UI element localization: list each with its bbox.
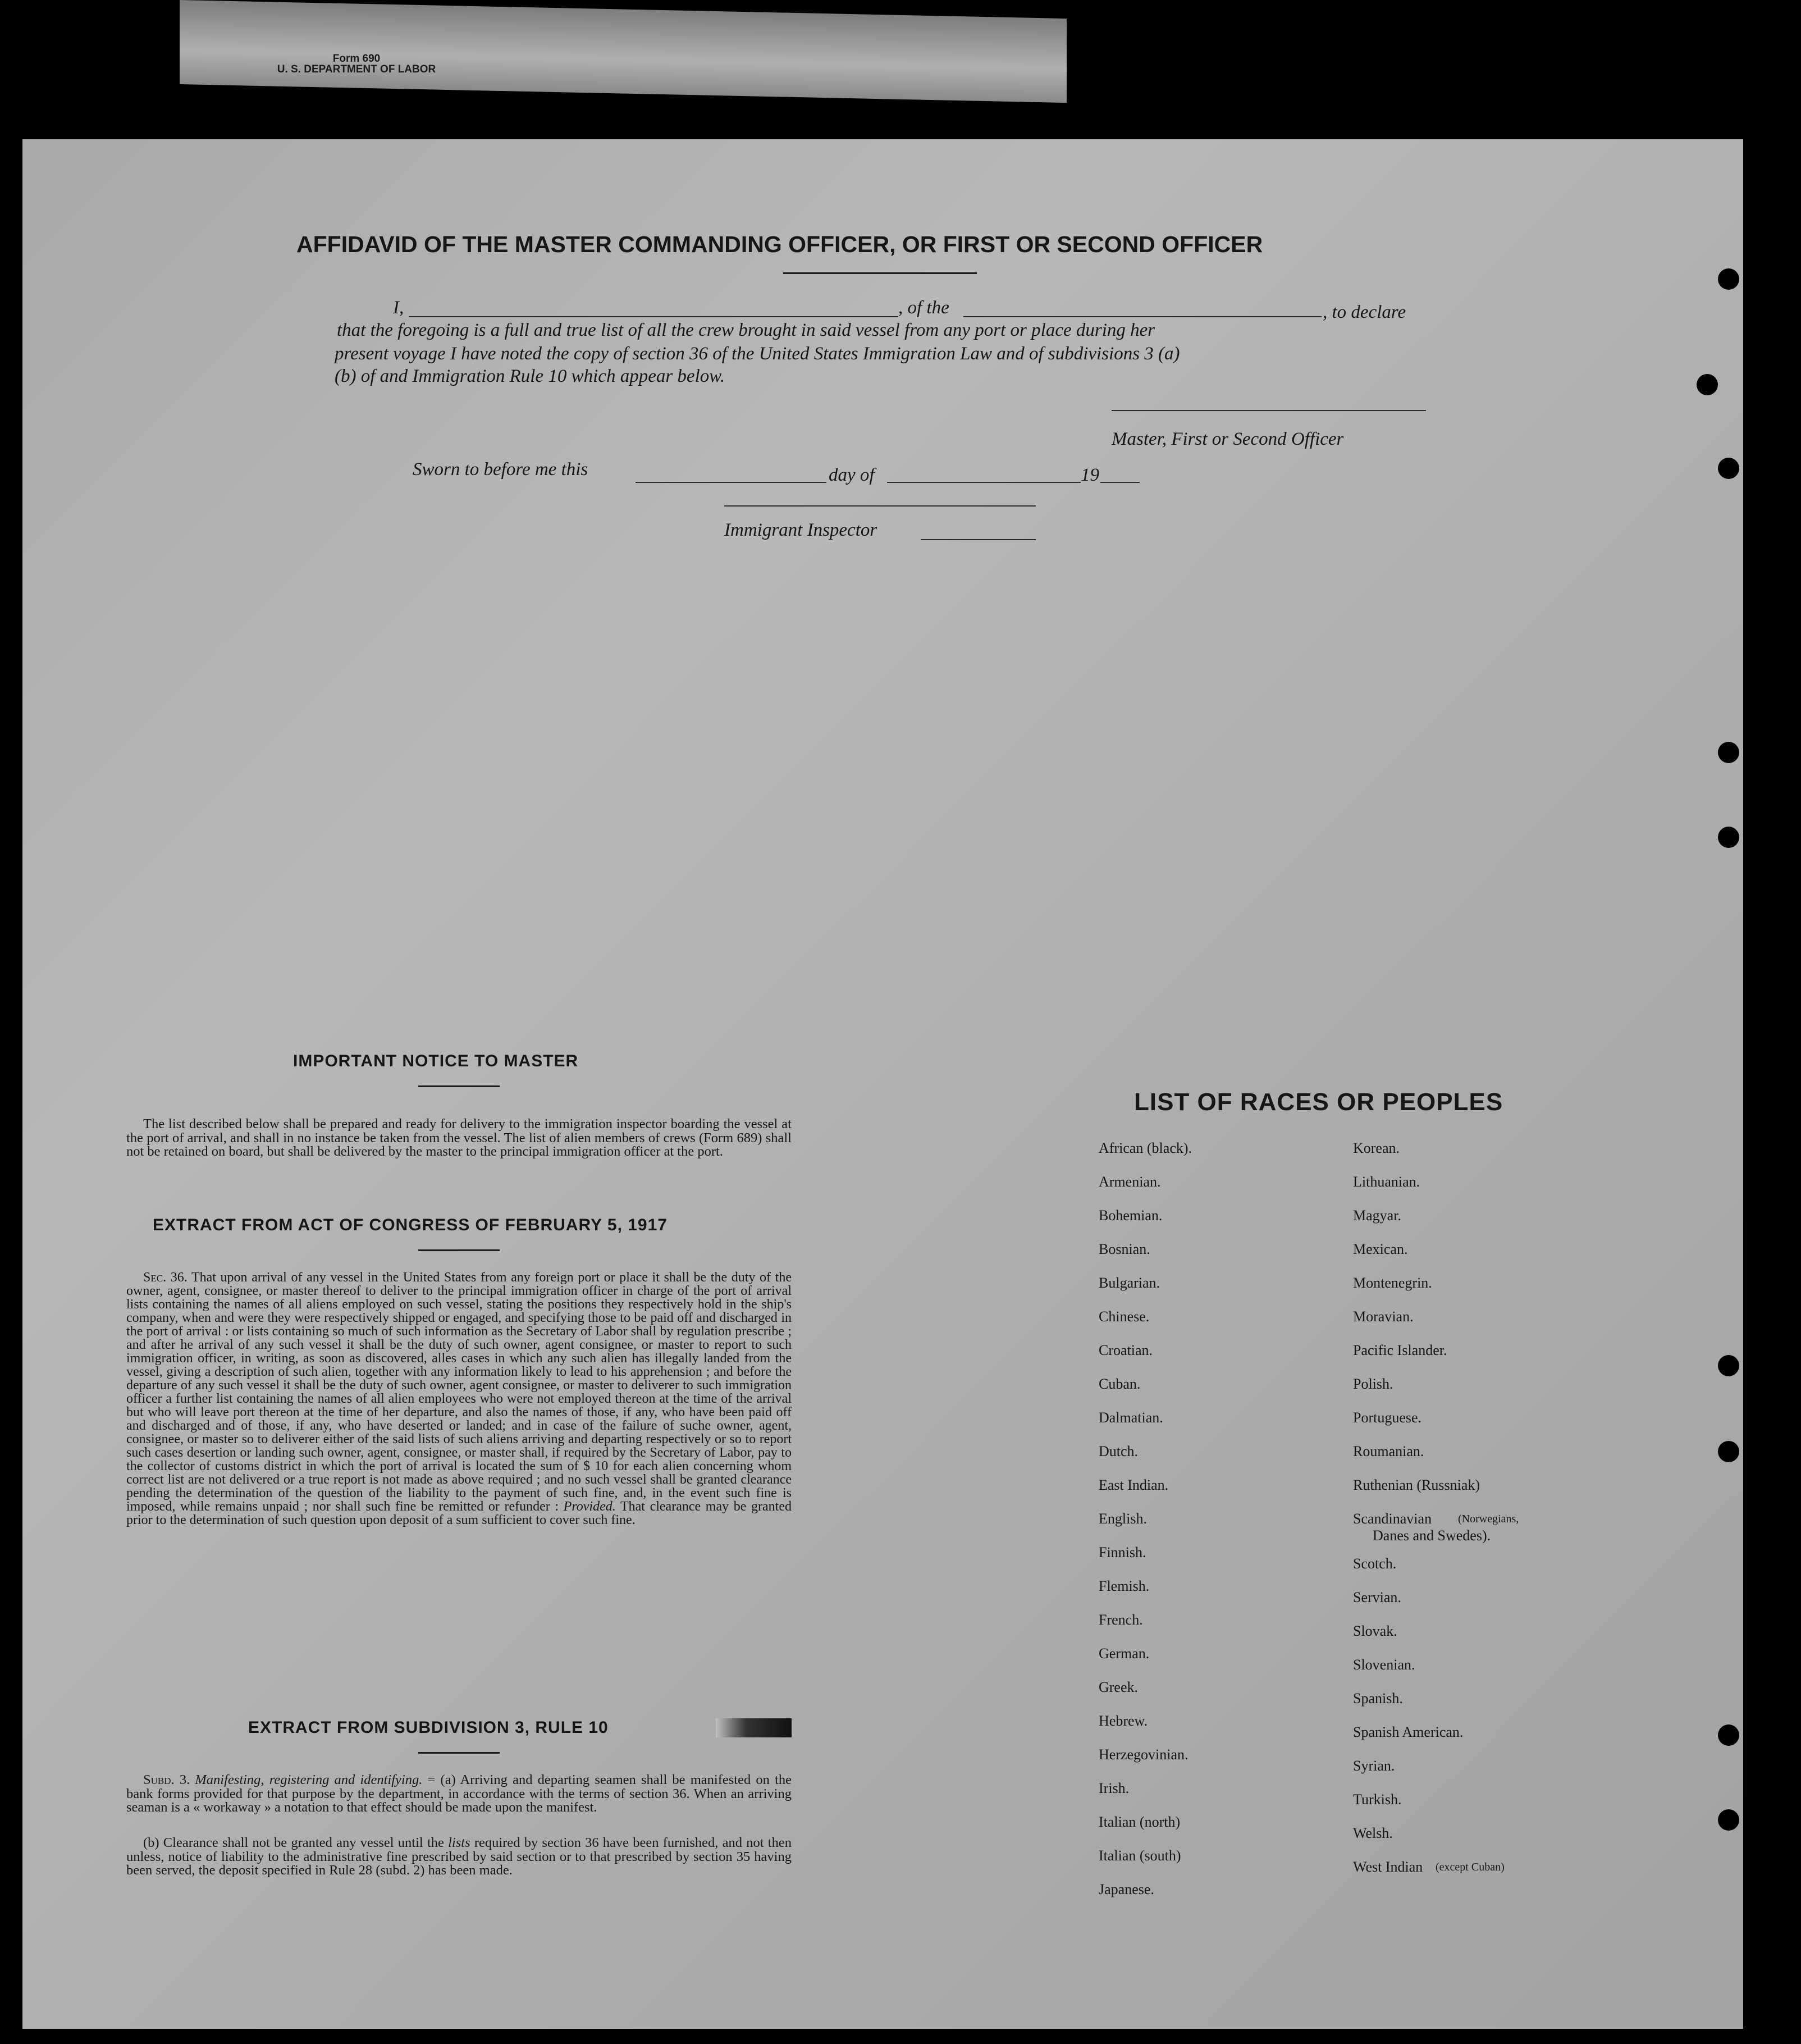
race-item: Scandinavian [1353,1511,1432,1527]
race-item: Irish. [1099,1780,1130,1796]
race-item: French. [1099,1612,1143,1628]
affidavit-title: AFFIDAVID OF THE MASTER COMMANDING OFFICER, OR FIRST OR SECOND OFFICER [296,231,1263,257]
rule-text-b-start: (b) Clearance shall not be granted any vessel until the [143,1835,444,1850]
rule-text-b-end: required by section 36 have been furnished, and not then unless, notice of liability to the administrative fine prescribed by said section or to that prescribed by section 35 having been served, the deposit specified in Rule 28 (subd. 2) has been made. [126,1835,792,1878]
races-heading: LIST OF RACES OR PEOPLES [1134,1088,1503,1116]
race-item: Dutch. [1099,1443,1139,1459]
master-label: Master, First or Second Officer [1112,429,1344,449]
race-item: Portuguese. [1353,1409,1422,1426]
race-item: Bulgarian. [1099,1275,1160,1291]
race-item: Welsh. [1353,1825,1393,1841]
affidavit-line4: (b) of and Immigration Rule 10 which appear below. [335,366,725,386]
folder-tab [180,0,1067,103]
notice-text: The list described below shall be prepared and ready for delivery to the immigration inspector boarding the vessel at the port of arrival, and shall in no instance be taken from the vessel. The list of alien members of crews (Form 689) shall not be retained on board, but shall be delivered by the master to the principal immigration officer at the port. [126,1116,792,1159]
race-item: Syrian. [1353,1758,1395,1774]
rule-text-a [126,1773,792,1815]
punch-hole [1718,1355,1739,1376]
year-blank [1100,482,1140,483]
race-item: East Indian. [1099,1477,1169,1493]
notice-heading: IMPORTANT NOTICE TO MASTER [293,1052,579,1070]
name-blank [409,316,898,317]
race-item: Lithuanian. [1353,1174,1420,1190]
rule-subd-label: Subd. 3. [143,1772,190,1787]
sworn-label: Sworn to before me this [413,459,588,480]
form-tab-label [264,53,449,75]
rule-lists-word: lists [448,1835,470,1850]
race-item: Turkish. [1353,1791,1402,1808]
act-heading: EXTRACT FROM ACT OF CONGRESS OF FEBRUARY 5, 1917 [153,1216,668,1234]
punch-hole [1718,827,1739,848]
race-item: Italian (north) [1099,1814,1181,1830]
inspector-underline [921,539,1036,540]
race-item: Spanish. [1353,1690,1403,1707]
act-rule [418,1249,500,1251]
affidavit-line1-i: I, [393,298,404,318]
race-item: Slovenian. [1353,1657,1415,1673]
race-item: Cuban. [1099,1376,1141,1392]
race-item: Japanese. [1099,1881,1154,1897]
race-item: Bosnian. [1099,1241,1150,1257]
race-item: Dalmatian. [1099,1409,1163,1426]
race-item: Korean. [1353,1140,1400,1156]
act-body-end: That clearance may be granted prior to the determination of such question upon deposit of a sum sufficient to cover such fine. [126,1499,792,1527]
punch-hole [1718,1809,1739,1831]
ink-smudge [716,1718,792,1737]
race-item: Mexican. [1353,1241,1408,1257]
race-item: Servian. [1353,1589,1401,1605]
race-item: Montenegrin. [1353,1275,1432,1291]
punch-hole [1718,742,1739,763]
department-label: U. S. DEPARTMENT OF LABOR [277,63,436,75]
race-item: Pacific Islander. [1353,1342,1447,1358]
act-provided: Provided. [563,1499,616,1514]
inspector-label: Immigrant Inspector [724,520,877,540]
scandinavian-note-2: Danes and Swedes). [1373,1527,1491,1544]
race-item: Roumanian. [1353,1443,1424,1459]
race-item: West Indian [1353,1859,1423,1875]
reverse-bleed-through: ﾠ [1247,168,1296,211]
form-number: Form 690 [332,53,381,65]
race-item: Spanish American. [1353,1724,1464,1740]
race-item: Greek. [1099,1679,1139,1695]
act-text [126,1271,792,1527]
notice-rule [418,1085,500,1087]
inspector-signature-line [724,505,1036,507]
race-item: Ruthenian (Russniak) [1353,1477,1480,1493]
race-item: Magyar. [1353,1207,1401,1224]
sworn-day-blank [636,482,826,483]
year-label: 19 [1081,465,1099,485]
rule-text-b [126,1836,792,1878]
affidavit-line1-ofthe: , of the [898,298,949,318]
affidavit-line2: that the foregoing is a full and true list of all the crew brought in said vessel from any port or place during her [337,320,1155,340]
race-item: English. [1099,1511,1147,1527]
punch-hole [1718,1441,1739,1462]
race-item: Italian (south) [1099,1847,1181,1864]
race-item: Scotch. [1353,1555,1397,1572]
race-item: Croatian. [1099,1342,1153,1358]
title-rule [783,272,977,274]
rule-text-a-body: = (a) Arriving and departing seamen shall be manifested on the bank forms provided for that purpose by the department, in accordance with the terms of section 36. When an arriving seaman is a « workaway » a notation to that effect should be made upon the manifest. [126,1772,792,1815]
race-item: Chinese. [1099,1308,1150,1325]
punch-hole [1718,458,1739,479]
race-item: Herzegovinian. [1099,1746,1189,1763]
affidavit-line3: present voyage I have noted the copy of section 36 of the United States Immigration Law and of subdivisions 3 (a) [335,344,1180,364]
race-item: Hebrew. [1099,1713,1148,1729]
act-body: That upon arrival of any vessel in the United States from any foreign port or place it shall be the duty of the owner, agent, consignee, or master thereof to deliver to the principal immigration officer in charge of the port of arrival lists containing the names of all aliens employed on such vessel, stating the positions they respectively hold in the ship's company, when and were they were respectively shipped or engaged, and specifying those to be paid off and discharged in the port of arrival : or lists containing so much of such information as the Secretary of Labor shall by regulation prescribe ; and after he arrival of any such vessel it shall be the duty of such owner, agent consignee, or master to report to such immigration officer, in writing, as soon as discovered, alles cases in which any such alien has illegally landed from the vessel, giving a description of such alien, together with any information likely to lead to his apprehension ; and before the departure of any such vessel it shall be the duty of such owner, agent consignee, or master to deliverer to such immigration officer a further list containing the names of all alien employees who were not employed thereon at the time of the arrival but who will leave port thereon at the time of her departure, and also the names of those, if any, who have been paid off and discharged and of those, if any, who have deserted or landed; and in case of the failure of suche owner, agent, consignee, or master so to deliverer either of the said lists of such aliens arriving and departing respectively or so to report such cases desertion or landing such owner, agent, consignee, or master shall, if required by the Secretary of Labor, pay to the collector of customs district in which the port of arrival is located the sum of $ 10 for each alien concerning whom correct list are not delivered or a true report is not made as above required ; and no such vessel shall be granted clearance pending the determination of the question of the liability to the payment of such fine, and, in the event such fine is imposed, while remains unpaid ; nor shall such fine be remitted or refunder : [126,1270,792,1514]
race-item: Slovak. [1353,1623,1397,1639]
race-item: Bohemian. [1099,1207,1163,1224]
race-item: Armenian. [1099,1174,1161,1190]
race-item: Polish. [1353,1376,1393,1392]
west-indian-note: (except Cuban) [1436,1861,1505,1873]
master-signature-line [1112,410,1426,411]
punch-hole [1697,374,1718,395]
punch-hole [1718,268,1739,290]
scandinavian-note-1: (Norwegians, [1458,1513,1519,1525]
race-item: African (black). [1099,1140,1192,1156]
act-section-label: Sec. 36. [143,1270,188,1285]
day-of-label: day of [829,465,875,485]
race-item: German. [1099,1645,1150,1662]
rule-heading: EXTRACT FROM SUBDIVISION 3, RULE 10 [248,1718,609,1737]
race-item: Finnish. [1099,1544,1146,1561]
month-blank [887,482,1081,483]
punch-hole [1718,1724,1739,1746]
rule-subd-title: Manifesting, registering and identifying. [195,1772,423,1787]
affidavit-line1-declare: , to declare [1323,302,1406,322]
race-item: Moravian. [1353,1308,1414,1325]
vessel-blank [963,316,1322,317]
rule-rule [418,1752,500,1754]
race-item: Flemish. [1099,1578,1150,1594]
